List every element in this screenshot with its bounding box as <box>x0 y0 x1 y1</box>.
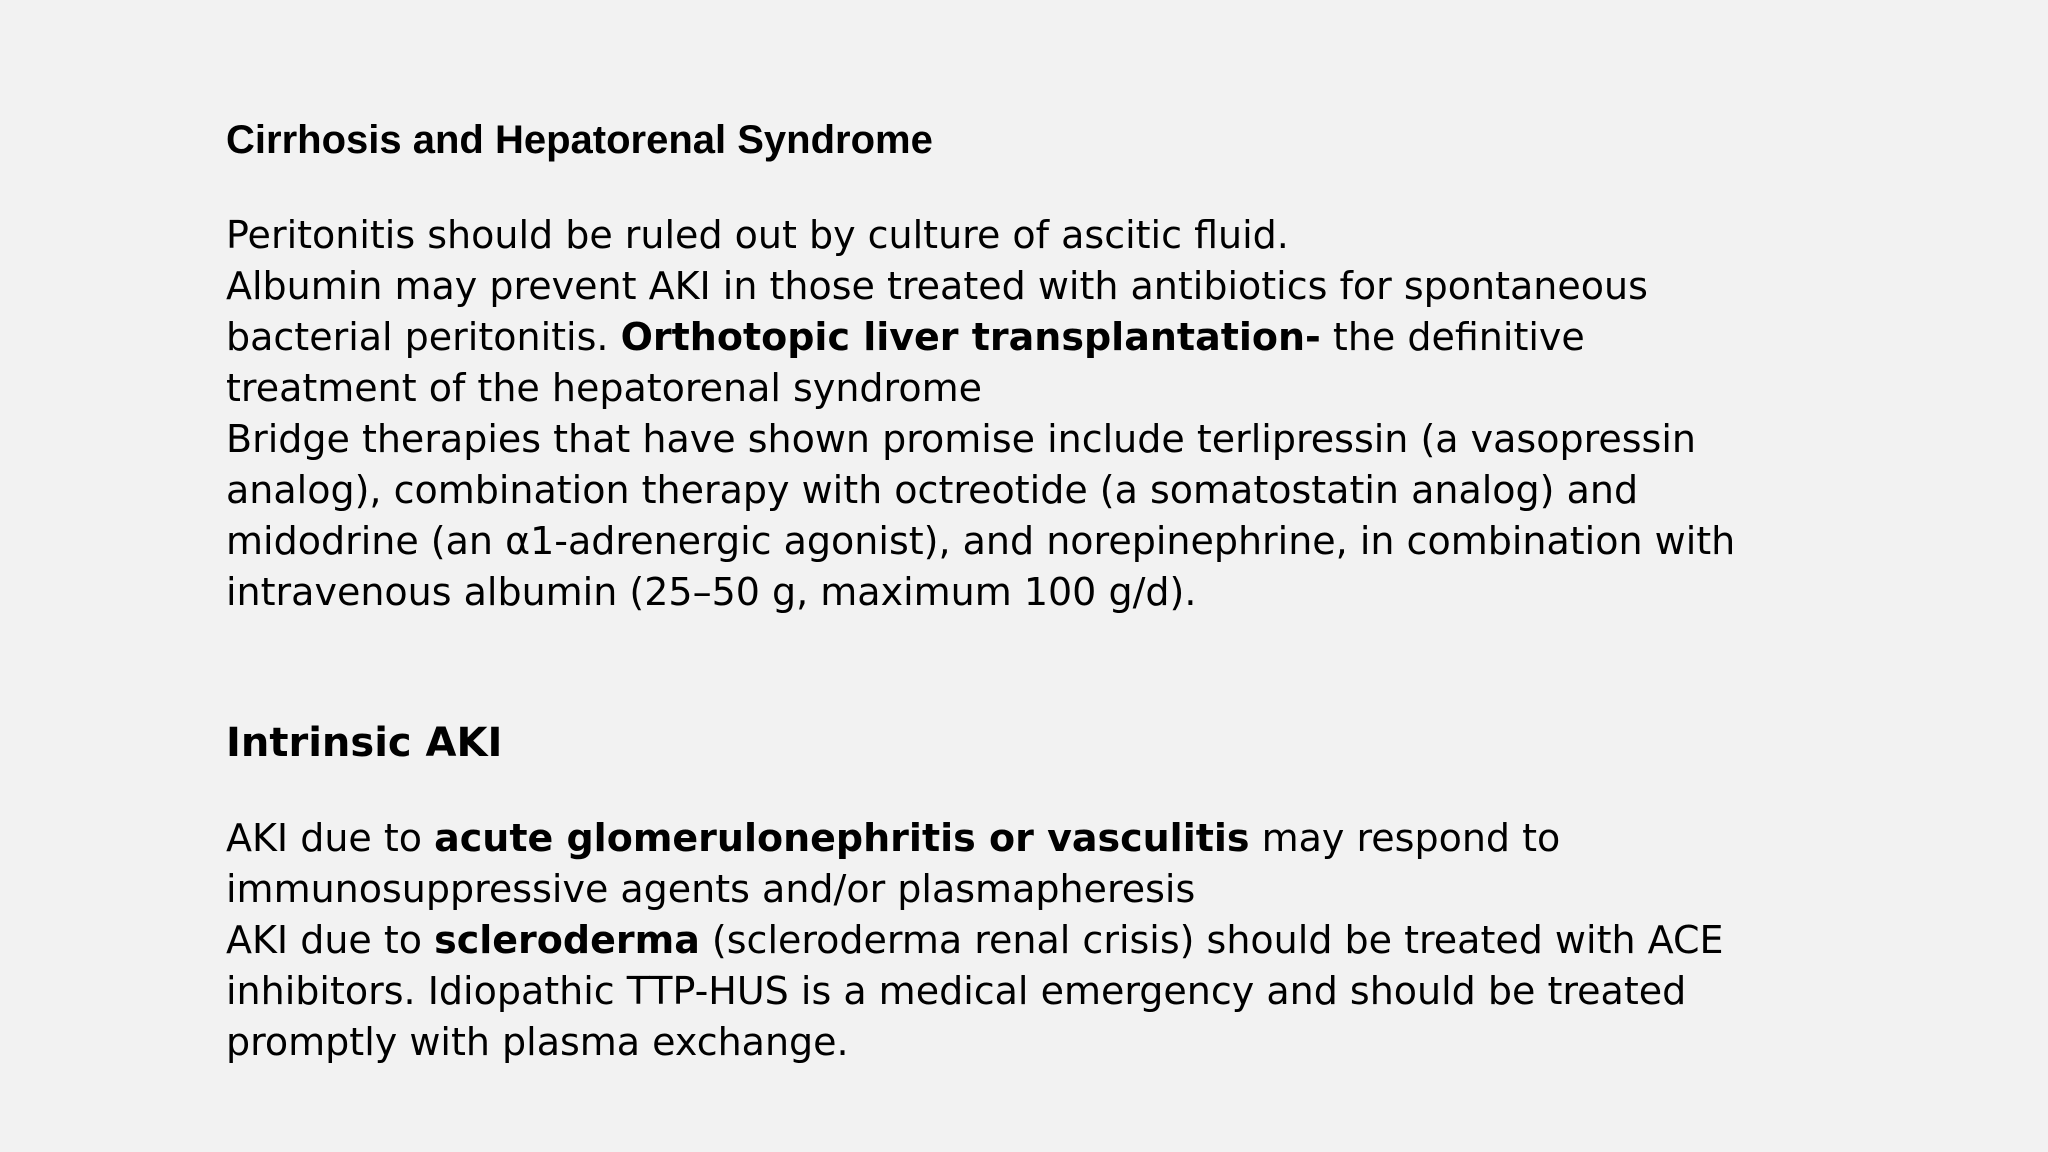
text-span: AKI due to <box>226 816 435 860</box>
text-span: AKI due to <box>226 918 435 962</box>
section-heading-cirrhosis: Cirrhosis and Hepatorenal Syndrome <box>226 118 933 162</box>
paragraph-glomerulonephritis <box>226 813 1786 915</box>
paragraph-albumin <box>226 261 1786 414</box>
text-span: may respond to immunosuppressive agents and/or plasmapheresis <box>226 816 1561 911</box>
bold-term-scleroderma: scleroderma <box>434 918 700 962</box>
paragraph-peritonitis: Peritonitis should be ruled out by culture of ascitic fluid. <box>226 213 1289 257</box>
paragraph-bridge-therapies: Bridge therapies that have shown promise include terlipressin (a vasopressin analog), combination therapy with octreotide (a somatostatin analog) and midodrine (an α1-adrenergic agonist), and norepinephrine, in combination with intravenous albumin (25–50 g, maximum 100 g/d). <box>226 417 1736 614</box>
bold-term-glomerulonephritis: acute glomerulonephritis or vasculitis <box>434 816 1250 860</box>
slide-content <box>226 110 1786 1068</box>
text-span: the definitive treatment of the hepatorenal syndrome <box>226 315 1585 410</box>
paragraph-scleroderma <box>226 915 1786 1068</box>
bold-term-transplantation: Orthotopic liver transplantation- <box>620 315 1321 359</box>
text-span: Albumin may prevent AKI in those treated with antibiotics for spontaneous bacterial peritonitis. <box>226 264 1648 359</box>
text-span: (scleroderma renal crisis) should be treated with ACE inhibitors. Idiopathic TTP-HUS is a medical emergency and should be treated promptly with plasma exchange. <box>226 918 1724 1064</box>
section-heading-intrinsic-aki: Intrinsic AKI <box>226 720 503 766</box>
